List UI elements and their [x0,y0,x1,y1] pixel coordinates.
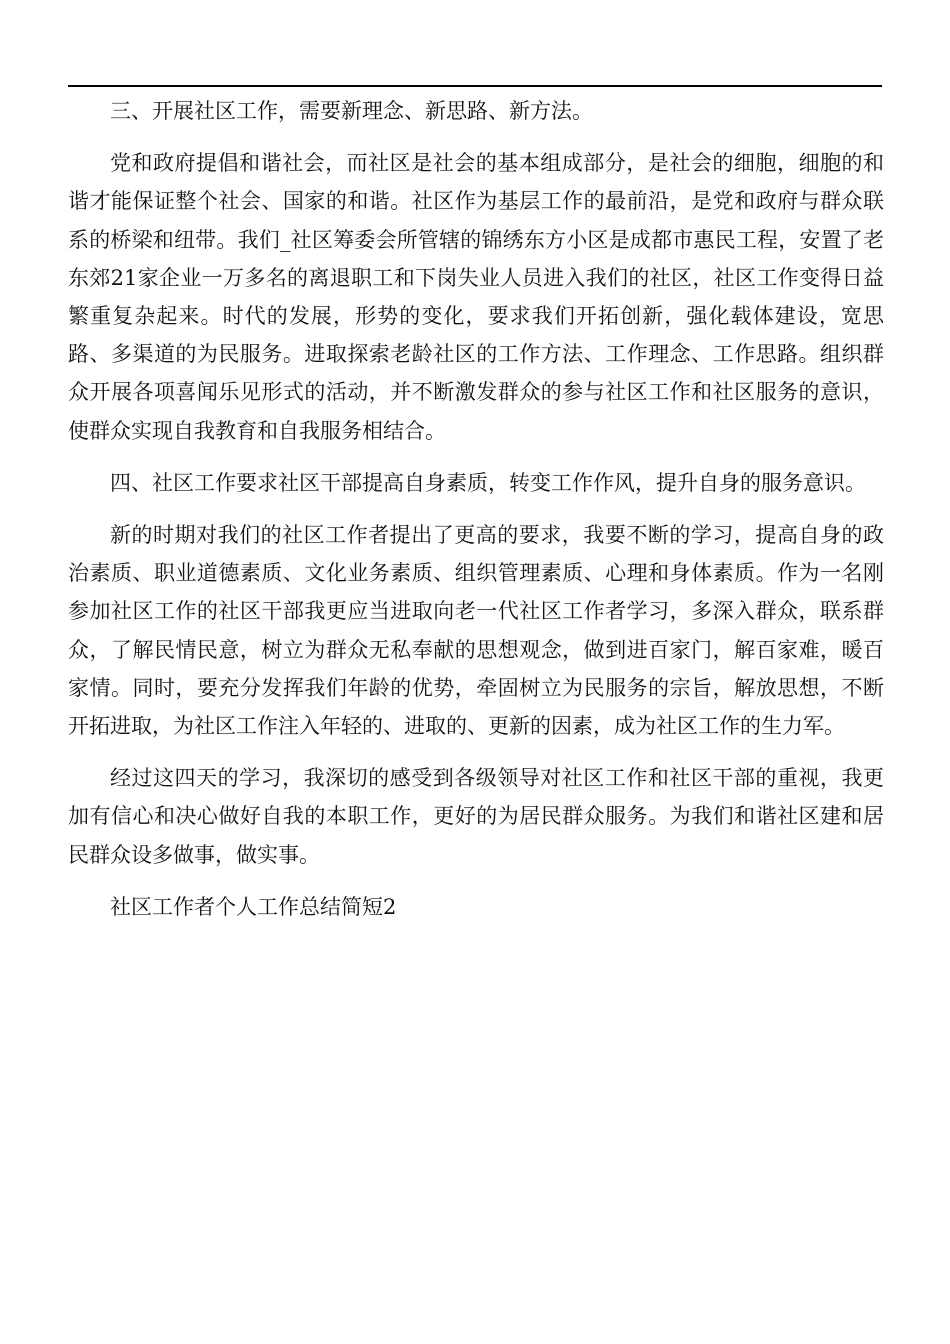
header-rule [68,85,882,87]
section-heading-4: 四、社区工作要求社区干部提高自身素质，转变工作作风，提升自身的服务意识。 [110,470,866,495]
section-heading-3: 三、开展社区工作，需要新理念、新思路、新方法。 [110,99,593,123]
paragraph-community-harmony: 党和政府提倡和谐社会，而社区是社会的基本组成部分，是社会的细胞，细胞的和谐才能保证整个社会、国家的和谐。社区作为基层工作的最前沿，是党和政府与群众联系的桥梁和纽带。我们_社区筹委会所管辖的锦绣东方小区是成都市惠民工程，安置了老东郊21家企业一万多名的离退职工和下岗失业人员进入我们的社区，社区工作变得日益繁重复杂起来。时代的发展，形势的变化，要求我们开拓创新，强化载体建设，宽思路、多渠道的为民服务。进取探索老龄社区的工作方法、工作理念、工作思路。组织群众开展各项喜闻乐见形式的活动，并不断激发群众的参与社区工作和社区服务的意识，使群众实现自我教育和自我服务相结合。 [68,151,884,443]
next-article-title: 社区工作者个人工作总结简短2 [110,894,397,919]
paragraph-new-requirements: 新的时期对我们的社区工作者提出了更高的要求，我要不断的学习，提高自身的政治素质、职业道德素质、文化业务素质、组织管理素质、心理和身体素质。作为一名刚参加社区工作的社区干部我更应当进取向老一代社区工作者学习，多深入群众，联系群众，了解民情民意，树立为群众无私奉献的思想观念，做到进百家门，解百家难，暖百家情。同时，要充分发挥我们年龄的优势，牵固树立为民服务的宗旨，解放思想，不断开拓进取，为社区工作注入年轻的、进取的、更新的因素，成为社区工作的生力军。 [68,523,884,739]
paragraph-conclusion: 经过这四天的学习，我深切的感受到各级领导对社区工作和社区干部的重视，我更加有信心和决心做好自我的本职工作，更好的为居民群众服务。为我们和谐社区建和居民群众设多做事，做实事。 [68,766,884,867]
document-body [68,92,884,940]
